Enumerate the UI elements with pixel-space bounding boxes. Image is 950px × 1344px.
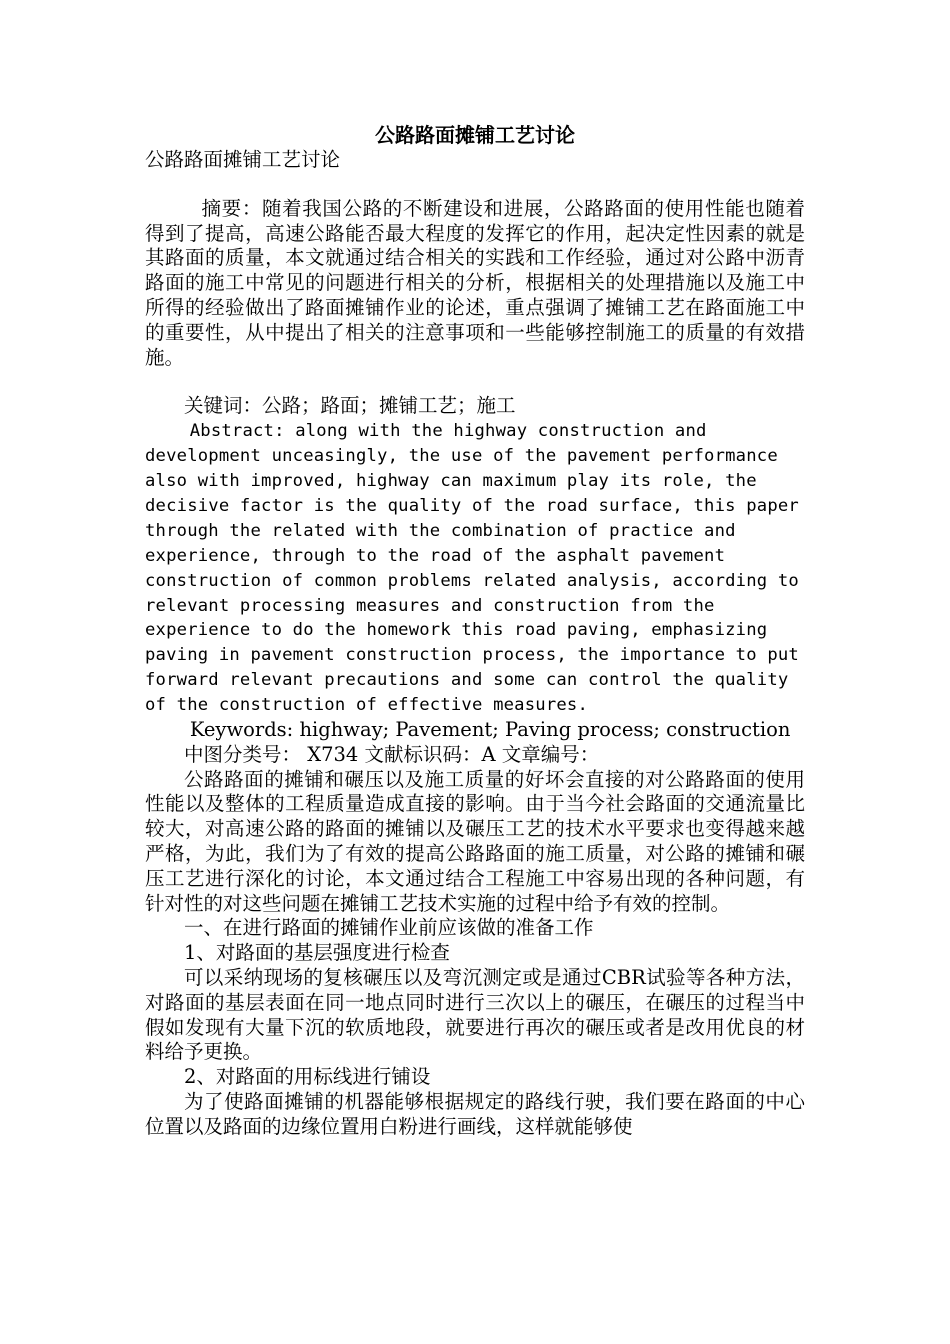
abstract-chinese: 摘要：随着我国公路的不断建设和进展，公路路面的使用性能也随着得到了提高，高速公路能否最大程度的发挥它的作用，起决定性因素的就是其路面的质量，本文就通过结合相关的实践和工作经验，通过对公路中沥青路面的施工中常见的问题进行相关的分析，根据相关的处理措施以及施工中所得的经验做出了路面摊铺作业的论述，重点强调了摊铺工艺在路面施工中的重要性，从中提出了相关的注意事项和一些能够控制施工的质量的有效措施。 <box>145 196 805 369</box>
document-page <box>145 122 805 1140</box>
section-1-2-heading: 2、对路面的用标线进行铺设 <box>184 1065 431 1089</box>
intro-paragraph: 公路路面的摊铺和碾压以及施工质量的好坏会直接的对公路路面的使用性能以及整体的工程质量造成直接的影响。由于当今社会路面的交通流量比较大，对高速公路的路面的摊铺以及碾压工艺的技术水平要求也变得越来越严格，为此，我们为了有效的提高公路路面的施工质量，对公路的摊铺和碾压工艺进行深化的讨论，本文通过结合工程施工中容易出现的各种问题，有针对性的对这些问题在摊铺工艺技术实施的过程中给予有效的控制。 <box>145 767 805 915</box>
section-1-1-body: 可以采纳现场的复核碾压以及弯沉测定或是通过CBR试验等各种方法，对路面的基层表面在同一地点同时进行三次以上的碾压，在碾压的过程当中假如发现有大量下沉的软质地段，就要进行再次的碾压或者是改用优良的材料给予更换。 <box>145 966 805 1064</box>
document-title: 公路路面摊铺工艺讨论 <box>375 123 575 147</box>
classification-line: 中图分类号： X734 文献标识码：A 文章编号： <box>184 742 600 766</box>
keywords-chinese: 关键词：公路；路面；摊铺工艺；施工 <box>184 394 516 418</box>
section-1-heading: 一、在进行路面的摊铺作业前应该做的准备工作 <box>184 916 594 940</box>
abstract-english: Abstract: along with the highway construction and development unceasingly, the use of the pavement performance also with improved, highway can maximum play its role, the decisive factor is the quality of the road surface, this paper through the related with the combination of practice and experience, through to the road of the asphalt pavement construction of common problems related analysis, according to relevant processing measures and construction from the experience to do the homework this road paving, emphasizing paving in pavement construction process, the importance to put forward relevant precautions and some can control the quality of the construction of effective measures. <box>145 421 799 716</box>
document-subtitle: 公路路面摊铺工艺讨论 <box>145 148 341 171</box>
section-1-1-heading: 1、对路面的基层强度进行检查 <box>184 941 450 965</box>
section-1-2-body: 为了使路面摊铺的机器能够根据规定的路线行驶，我们要在路面的中心位置以及路面的边缘位置用白粉进行画线，这样就能够使 <box>145 1090 805 1138</box>
keywords-english: Keywords: highway; Pavement; Paving process; construction <box>189 718 791 742</box>
